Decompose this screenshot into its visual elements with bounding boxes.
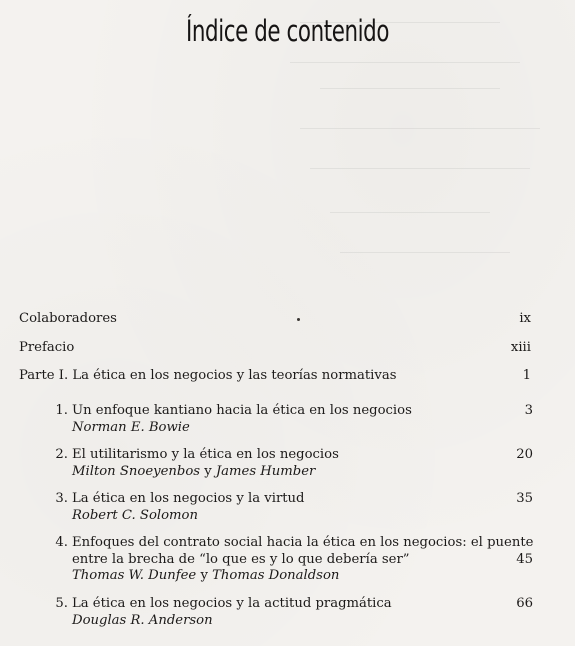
toc-page-number: 20 — [516, 447, 533, 462]
chapter-number: 3. — [55, 491, 68, 506]
ink-speck — [297, 318, 300, 321]
chapter-title-line: Enfoques del contrato social hacia la ética en los negocios: el puente — [72, 535, 534, 550]
author-name: James Humber — [215, 463, 316, 479]
bleed-through-line — [310, 168, 530, 169]
page-title: Índice de contenido — [185, 14, 390, 48]
bleed-through-line — [320, 88, 500, 89]
toc-page-number: 45 — [516, 552, 533, 567]
author-name: Thomas W. Dunfee — [72, 568, 197, 583]
chapter-author — [72, 568, 492, 585]
toc-page-number: 66 — [516, 596, 533, 611]
chapter-author — [72, 464, 492, 481]
toc-page-number: ix — [519, 311, 531, 326]
chapter-author: Robert C. Solomon — [72, 507, 198, 523]
toc-entry-label: Parte I. La ética en los negocios y las teorías normativas — [19, 368, 397, 383]
author-name: Milton Snoeyenbos — [72, 463, 201, 479]
chapter-number: 5. — [55, 596, 68, 611]
chapter-number: 4. — [55, 535, 68, 550]
chapter-title-line: entre la brecha de “lo que es y lo que debería ser” — [72, 551, 410, 567]
bleed-through-line — [300, 128, 540, 129]
chapter-author: Norman E. Bowie — [72, 419, 190, 435]
toc-chapter-1[interactable] — [48, 403, 533, 437]
chapter-title: La ética en los negocios y la actitud pragmática — [72, 596, 392, 611]
chapter-title: Un enfoque kantiano hacia la ética en los negocios — [72, 403, 412, 418]
chapter-number: 1. — [55, 403, 68, 418]
author-conjunction: y — [196, 568, 213, 583]
toc-chapter-2[interactable] — [48, 447, 533, 481]
author-conjunction: y — [200, 463, 216, 479]
toc-page-number: 1 — [522, 368, 531, 383]
toc-chapter-5[interactable] — [48, 596, 533, 630]
chapter-author: Douglas R. Anderson — [72, 612, 213, 628]
bleed-through-line — [330, 212, 490, 213]
chapter-number: 2. — [55, 447, 68, 462]
toc-page-number: xiii — [510, 340, 531, 355]
chapter-title: La ética en los negocios y la virtud — [72, 491, 305, 506]
toc-entry-label: Colaboradores — [19, 311, 117, 326]
toc-chapter-4[interactable] — [48, 535, 533, 587]
author-name: Thomas Donaldson — [212, 568, 340, 583]
toc-page-number: 3 — [524, 403, 533, 418]
toc-chapter-3[interactable] — [48, 491, 533, 525]
bleed-through-line — [290, 62, 520, 63]
bleed-through-line — [340, 252, 510, 253]
chapter-title: El utilitarismo y la ética en los negocios — [72, 447, 339, 462]
toc-page-number: 35 — [516, 491, 533, 506]
toc-entry-label: Prefacio — [19, 340, 75, 355]
